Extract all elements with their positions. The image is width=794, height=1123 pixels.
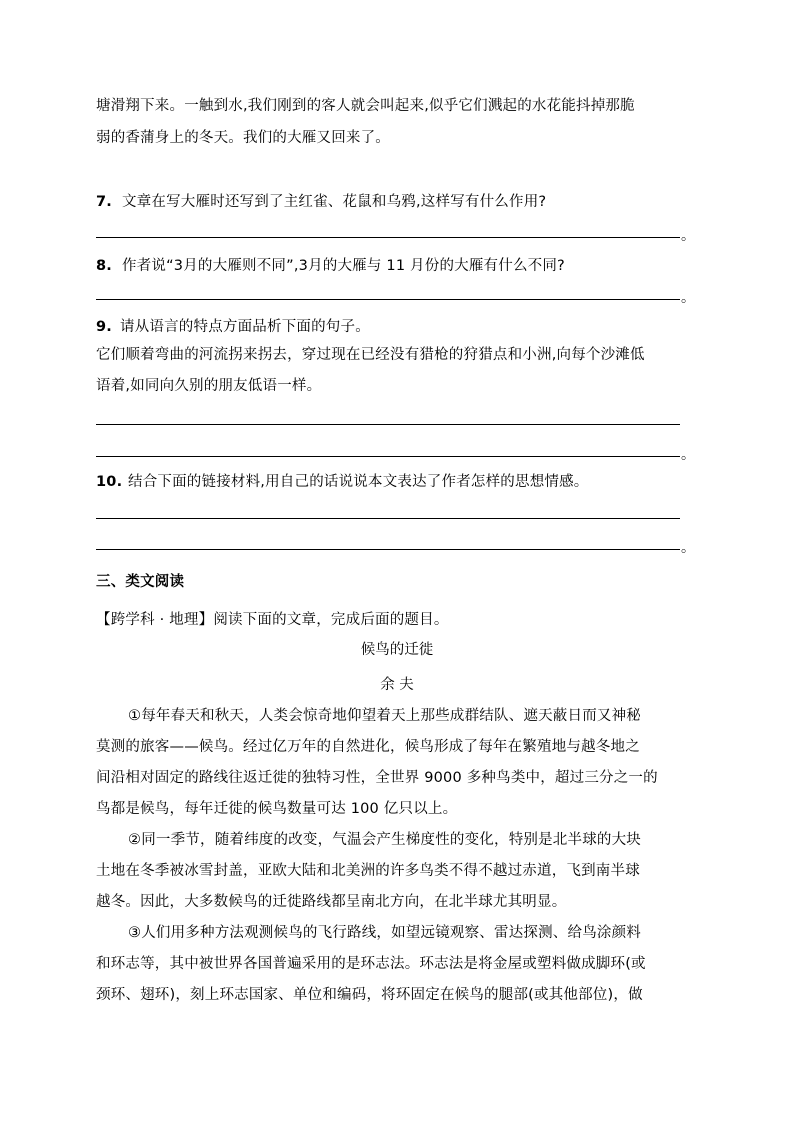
quoted-sentence: 语着,如同向久别的朋友低语一样。 [96, 378, 322, 394]
question-number: 8. [96, 258, 112, 274]
quoted-sentence: 它们顺着弯曲的河流拐来拐去，穿过现在已经没有猎枪的狩猎点和小洲,向每个沙滩低 [96, 347, 645, 363]
paragraph-line: 土地在冬季被冰雪封盖，亚欧大陆和北美洲的许多鸟类不得不越过赤道，飞到南半球 [96, 863, 640, 879]
answer-line[interactable] [96, 237, 680, 238]
paragraph-line: 间沿相对固定的路线往返迁徙的独特习性，全世界 9000 多种鸟类中，超过三分之一的 [96, 770, 658, 786]
answer-line[interactable] [96, 518, 680, 519]
question-text: 请从语言的特点方面品析下面的句子。 [120, 319, 370, 335]
answer-period: 。 [681, 540, 695, 556]
passage-line: 弱的香蒲身上的冬天。我们的大雁又回来了。 [96, 130, 390, 146]
section-heading: 三、类文阅读 [96, 574, 185, 590]
answer-line[interactable] [96, 299, 680, 300]
article-author: 余 夫 [380, 677, 414, 693]
question-number: 10. [96, 474, 123, 490]
paragraph-line: ②同一季节，随着纬度的改变，气温会产生梯度性的变化，特别是北半球的大块 [128, 832, 641, 848]
paragraph-line: 莫测的旅客——候鸟。经过亿万年的自然进化，候鸟形成了每年在繁殖地与越冬地之 [96, 739, 640, 755]
answer-period: 。 [681, 228, 695, 244]
answer-line[interactable] [96, 456, 680, 457]
answer-line[interactable] [96, 549, 680, 550]
question-number: 9. [96, 319, 112, 335]
answer-period: 。 [681, 290, 695, 306]
paragraph-line: ①每年春天和秋天，人类会惊奇地仰望着天上那些成群结队、遮天蔽日而又神秘 [128, 708, 641, 724]
paragraph-line: 和环志等，其中被世界各国普遍采用的是环志法。环志法是将金屋或塑料做成脚环(或 [96, 956, 646, 972]
paragraph-line: 颈环、翅环)，刻上环志国家、单位和编码，将环固定在候鸟的腿部(或其他部位)，做 [96, 987, 643, 1003]
answer-period: 。 [681, 447, 695, 463]
paragraph-line: ③人们用多种方法观测候鸟的飞行路线，如望远镜观察、雷达探测、给鸟涂颜料 [128, 925, 641, 941]
question-number: 7. [96, 194, 112, 210]
question-text: 作者说“3月的大雁则不同”,3月的大雁与 11 月份的大雁有什么不同? [122, 258, 565, 274]
question-text: 文章在写大雁时还写到了主红雀、花鼠和乌鸦,这样写有什么作用? [122, 194, 547, 210]
paragraph-line: 越冬。因此，大多数候鸟的迁徙路线都呈南北方向，在北半球尤其明显。 [96, 894, 567, 910]
question-text: 结合下面的链接材料,用自己的话说说本文表达了作者怎样的思想情感。 [128, 474, 589, 490]
section-intro: 【跨学科 · 地理】阅读下面的文章，完成后面的题目。 [96, 612, 449, 628]
answer-line[interactable] [96, 424, 680, 425]
passage-line: 塘滑翔下来。一触到水,我们刚到的客人就会叫起来,似乎它们溅起的水花能抖掉那脆 [96, 98, 635, 114]
paragraph-line: 鸟都是候鸟，每年迁徙的候鸟数量可达 100 亿只以上。 [96, 801, 458, 817]
article-title: 候鸟的迁徙 [360, 642, 434, 658]
